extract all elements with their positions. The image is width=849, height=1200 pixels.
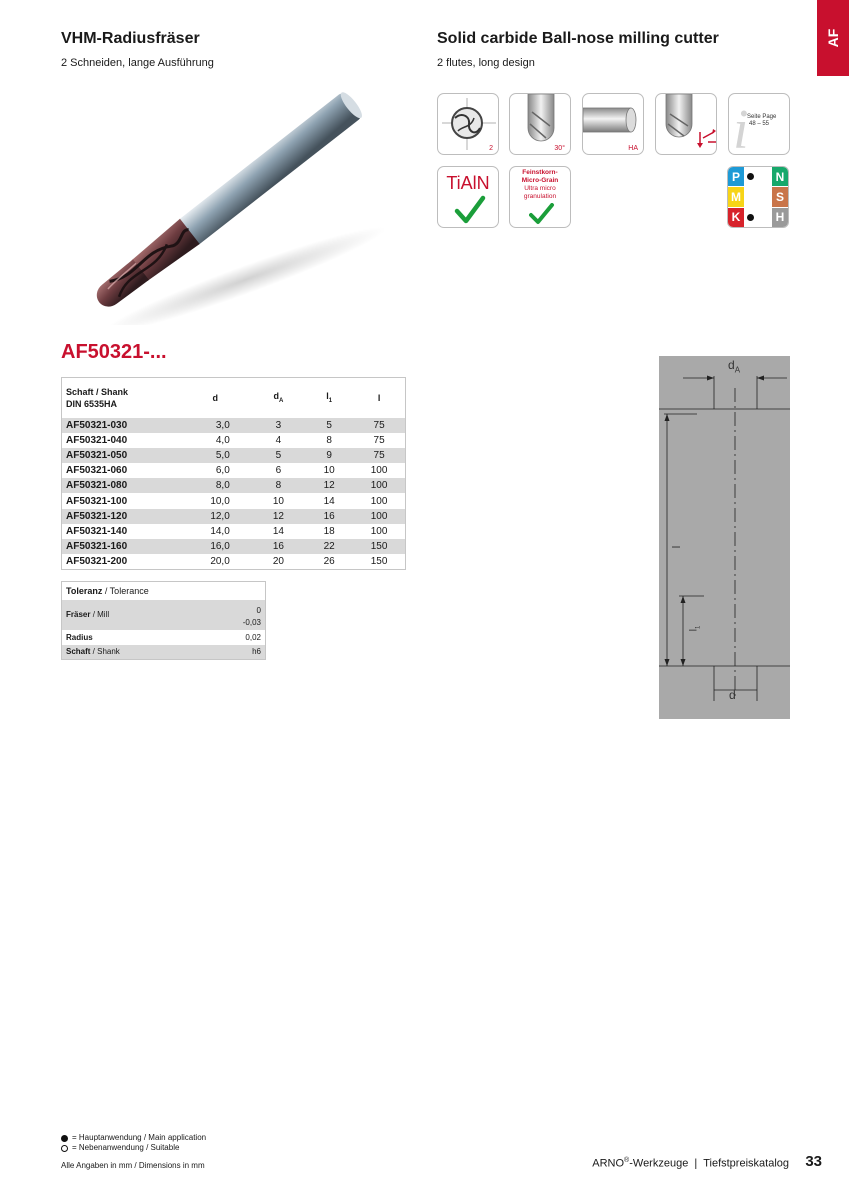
header-da: $d_A$: [252, 378, 305, 418]
cell-l: 75: [353, 448, 405, 463]
header-l1: $l_1$: [305, 378, 353, 418]
cell-code: AF50321-050: [62, 448, 179, 463]
tolerance-title: Toleranz / Tolerance: [62, 582, 266, 600]
material-cell: [728, 187, 758, 206]
legend: [61, 1133, 206, 1153]
cell-da: 5: [252, 448, 305, 463]
title-english: Solid carbide Ball-nose milling cutter: [437, 30, 719, 47]
section-tab-label: AF: [825, 28, 841, 48]
cell-l1: 14: [323, 495, 335, 507]
header-d: d: [179, 378, 252, 418]
coating-icon: [437, 166, 499, 228]
main-application-dot-icon: [747, 214, 754, 221]
cell-da: 10: [272, 495, 284, 507]
shank-form-icon: [582, 93, 644, 155]
helix-angle: 30°: [554, 145, 565, 152]
cell-l: 100: [353, 509, 405, 524]
cell-code: AF50321-200: [66, 556, 128, 568]
plunge-direction-icon: [655, 93, 717, 155]
info-page-range: 48 – 55: [749, 121, 770, 127]
cell-da: 3: [252, 418, 305, 433]
cell-l1: 8: [326, 434, 332, 446]
subtitle-german: 2 Schneiden, lange Ausführung: [61, 57, 214, 69]
tolerance-mill-lower: -0,03: [204, 615, 265, 630]
table-row: [62, 554, 406, 569]
cell-da: 8: [252, 478, 305, 493]
table-row: [62, 493, 406, 508]
cell-d: 12,0: [179, 509, 252, 524]
cell-l: 150: [353, 539, 405, 554]
cell-l1: 9: [305, 448, 353, 463]
material-letter: P: [728, 167, 744, 186]
cell-code: AF50321-080: [62, 478, 179, 493]
table-row: [62, 478, 406, 493]
tool-photo: [55, 80, 405, 325]
material-mark: [759, 187, 773, 206]
material-mark: [744, 208, 758, 227]
header-shank: Schaft / Shank DIN 6535HA: [62, 378, 179, 418]
cell-l: 100: [353, 478, 405, 493]
material-cell: [728, 167, 758, 186]
technical-drawing: [659, 356, 790, 719]
grain-label-en2: granulation: [523, 193, 557, 200]
flutes-icon: [437, 93, 499, 155]
check-icon: [529, 203, 555, 225]
cell-l: 100: [370, 465, 388, 477]
info-page-icon: [728, 93, 790, 155]
tolerance-mill-upper: 0: [204, 600, 265, 615]
svg-text:i: i: [733, 99, 749, 155]
tolerance-radius-value: 0,02: [245, 632, 261, 642]
cell-l1: 22: [305, 539, 353, 554]
table-row: [62, 433, 406, 448]
grain-icon: [509, 166, 571, 228]
info-page-label: Seite Page: [747, 114, 777, 120]
dimension-drawing: [659, 356, 790, 719]
milling-direction-icon: [656, 94, 717, 155]
shank-type: HA: [628, 145, 638, 152]
drawing-label-d: d: [729, 688, 736, 702]
cell-da: 16: [252, 539, 305, 554]
grain-label-en1: Ultra micro: [524, 185, 556, 192]
cell-d: 6,0: [215, 465, 230, 477]
table-row: [62, 448, 406, 463]
cell-code: AF50321-030: [62, 418, 179, 433]
cell-l: 75: [373, 434, 385, 446]
title-german: VHM-Radiusfräser: [61, 30, 200, 47]
material-cell: [759, 187, 789, 206]
grain-label-de2: Micro-Grain: [521, 177, 559, 184]
material-letter: M: [728, 187, 744, 206]
cell-d: 16,0: [179, 539, 252, 554]
table-row: [62, 509, 406, 524]
flutes-count: 2: [489, 145, 493, 152]
material-letter: H: [772, 208, 788, 227]
material-mark: [744, 167, 758, 186]
drawing-label-l1: $l_1$: [688, 625, 702, 632]
cell-da: 14: [272, 525, 284, 537]
catalog-name: ARNO®-Werkzeuge | Tiefstpreiskatalog: [592, 1157, 789, 1170]
material-mark: [759, 167, 773, 186]
dimension-note: Alle Angaben in mm / Dimensions in mm: [61, 1161, 205, 1170]
cell-d: 14,0: [210, 525, 230, 537]
table-row: [62, 418, 406, 433]
cell-l: 150: [370, 556, 388, 568]
cell-code: AF50321-120: [62, 509, 179, 524]
cell-l: 100: [370, 495, 388, 507]
tolerance-shank-label: Schaft / Shank: [62, 645, 205, 660]
cell-code: AF50321-160: [62, 539, 179, 554]
cell-l: 75: [353, 418, 405, 433]
subtitle-english: 2 flutes, long design: [437, 57, 535, 69]
cell-code: AF50321-100: [66, 495, 128, 507]
main-application-dot-icon: [747, 173, 754, 180]
cell-l1: 5: [305, 418, 353, 433]
cell-code: AF50321-140: [66, 525, 128, 537]
cell-da: 4: [275, 434, 282, 446]
tolerance-table: [61, 581, 266, 660]
cell-l1: 26: [323, 556, 335, 568]
legend-main: = Hauptanwendung / Main application: [72, 1133, 207, 1142]
material-cell: [759, 208, 789, 227]
cell-l: 100: [370, 525, 388, 537]
cell-d: 8,0: [179, 478, 252, 493]
cell-da: 20: [272, 556, 284, 568]
grain-label-de1: Feinstkorn-: [522, 169, 558, 176]
material-mark: [759, 208, 773, 227]
material-letter: S: [772, 187, 788, 206]
legend-suitable: = Nebenanwendung / Suitable: [72, 1143, 180, 1152]
helix-angle-icon: [509, 93, 571, 155]
tolerance-radius-label: Radius: [66, 632, 93, 642]
material-letter: K: [728, 208, 744, 227]
cell-d: 3,0: [179, 418, 252, 433]
cell-d: 5,0: [179, 448, 252, 463]
tolerance-shank-value: h6: [204, 645, 265, 660]
cell-da: 12: [252, 509, 305, 524]
page-number: 33: [805, 1153, 822, 1170]
table-row: [62, 463, 406, 478]
cell-l1: 12: [305, 478, 353, 493]
section-tab: [817, 0, 849, 76]
check-icon: [454, 195, 486, 225]
drawing-label-l: l: [671, 545, 684, 549]
cell-d: 20,0: [210, 556, 230, 568]
tolerance-mill-label: Fräser / Mill: [62, 600, 205, 630]
cell-code: AF50321-040: [66, 434, 128, 446]
table-row: [62, 539, 406, 554]
material-cell: [728, 208, 758, 227]
main-application-icon: [61, 1135, 68, 1142]
cell-l1: 16: [305, 509, 353, 524]
table-row: [62, 524, 406, 539]
material-letter: N: [772, 167, 788, 186]
material-grid: [727, 166, 789, 228]
product-code: AF50321-...: [61, 341, 167, 363]
coating-label: TiAlN: [446, 173, 490, 193]
cell-code: AF50321-060: [66, 465, 128, 477]
cell-da: 6: [275, 465, 282, 477]
cell-l1: 10: [323, 465, 335, 477]
product-table: [61, 377, 406, 570]
drawing-label-da: $d_A$: [728, 358, 741, 375]
cell-d: 4,0: [215, 434, 230, 446]
material-cell: [759, 167, 789, 186]
suitable-application-icon: [61, 1145, 68, 1152]
cell-d: 10,0: [210, 495, 230, 507]
cell-l1: 18: [323, 525, 335, 537]
header-l: l: [353, 378, 405, 418]
material-mark: [744, 187, 758, 206]
